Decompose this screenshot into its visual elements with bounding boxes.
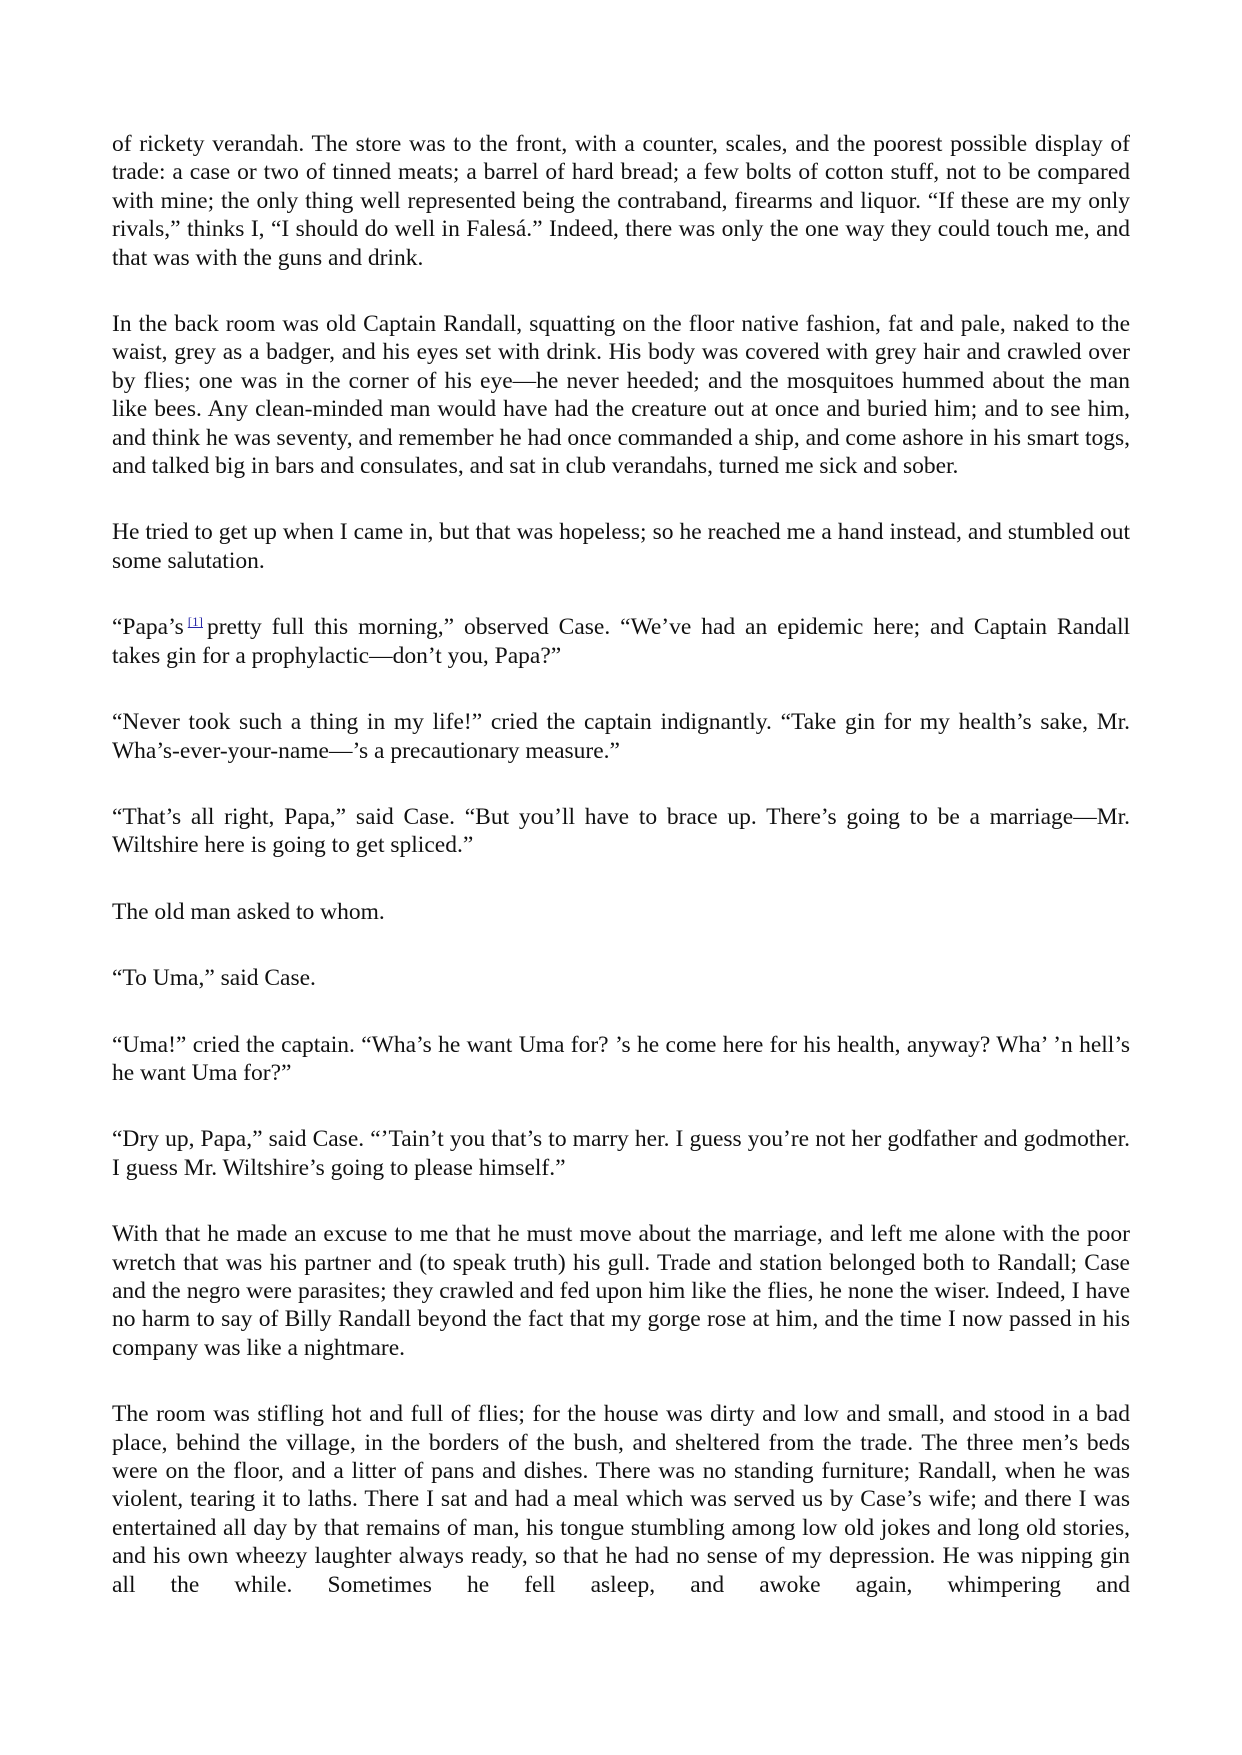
paragraph-never-took: “Never took such a thing in my life!” cried the captain indignantly. “Take gin for my health’s sake, Mr. Wha’s-ever-your-name—’s a precautionary measure.” xyxy=(112,709,1130,764)
paragraph-captain-randall: In the back room was old Captain Randall, squatting on the floor native fashion, fat and pale, naked to the waist, grey as a badger, and his eyes set with drink. His body was covered with grey hair and crawled over by flies; one was in the corner of his eye—he never heeded; and the mosquitoes hummed about the man like bees. Any clean-minded man would have had the creature out at once and buried him; and to see him, and think he was seventy, and remember he had once commanded a ship, and come ashore in his smart togs, and talked big in bars and consulates, and sat in club verandahs, turned me sick and sober. xyxy=(112,311,1130,480)
paragraph-salutation: He tried to get up when I came in, but that was hopeless; so he reached me a hand instead, and stumbled out some salutation. xyxy=(112,519,1130,574)
paragraph-uma-cried: “Uma!” cried the captain. “Wha’s he want Uma for? ’s he come here for his health, anyway? Wha’ ’n hell’s he want Uma for?” xyxy=(112,1031,1130,1086)
paragraph-stifling-room: The room was stifling hot and full of flies; for the house was dirty and low and small, and stood in a bad place, behind the village, in the borders of the bush, and sheltered from the trade. The three men’s beds were on the floor, and a litter of pans and dishes. There was no standing furniture; Randall, when he was violent, tearing it to laths. There I sat and had a meal which was served us by Case’s wife; and there I was entertained all day by that remains of man, his tongue stumbling among low old jokes and long old stories, and his own wheezy laughter always ready, so that he had no sense of my depression. He was nipping gin all the while. Sometimes he fell asleep, and awoke again, whimpering and xyxy=(112,1401,1130,1598)
paragraph-to-uma: “To Uma,” said Case. xyxy=(112,965,316,992)
paragraph-store: of rickety verandah. The store was to the front, with a counter, scales, and the poorest possible display of trade: a case or two of tinned meats; a barrel of hard bread; a few bolts of cotton stuff, not to be compared with mine; the only thing well represented being the contraband, firearms and liquor. “If these are my only rivals,” thinks I, “I should do well in Falesá.” Indeed, there was only the one way they could touch me, and that was with the guns and drink. xyxy=(112,131,1130,271)
page-body xyxy=(112,130,1130,1599)
paragraph-asked-whom: The old man asked to whom. xyxy=(112,898,385,925)
footnote-link[interactable]: [1] xyxy=(187,614,203,630)
paragraph-dry-up: “Dry up, Papa,” said Case. “’Tain’t you that’s to marry her. I guess you’re not her godfather and godmother. I guess Mr. Wiltshire’s going to please himself.” xyxy=(112,1126,1130,1181)
paragraph-brace-up: “That’s all right, Papa,” said Case. “But you’ll have to brace up. There’s going to be a marriage—Mr. Wiltshire here is going to get spliced.” xyxy=(112,803,1130,859)
paragraph-text-before-footnote: “Papa’s xyxy=(112,614,184,641)
paragraph-excuse: With that he made an excuse to me that he must move about the marriage, and left me alone with the poor wretch that was his partner and (to speak truth) his gull. Trade and station belonged both to Randall; Case and the negro were parasites; they crawled and fed upon him like the flies, he none the wiser. Indeed, I have no harm to say of Billy Randall beyond the fact that my gorge rose at him, and the time I now passed in his company was like a nightmare. xyxy=(112,1221,1130,1361)
paragraph-papa-full xyxy=(112,613,1130,670)
paragraph-text-after-footnote: pretty full this morning,” observed Case. “We’ve had an epidemic here; and Captain Randall takes gin for a prophylactic—don’t you, Papa?” xyxy=(112,614,1130,669)
